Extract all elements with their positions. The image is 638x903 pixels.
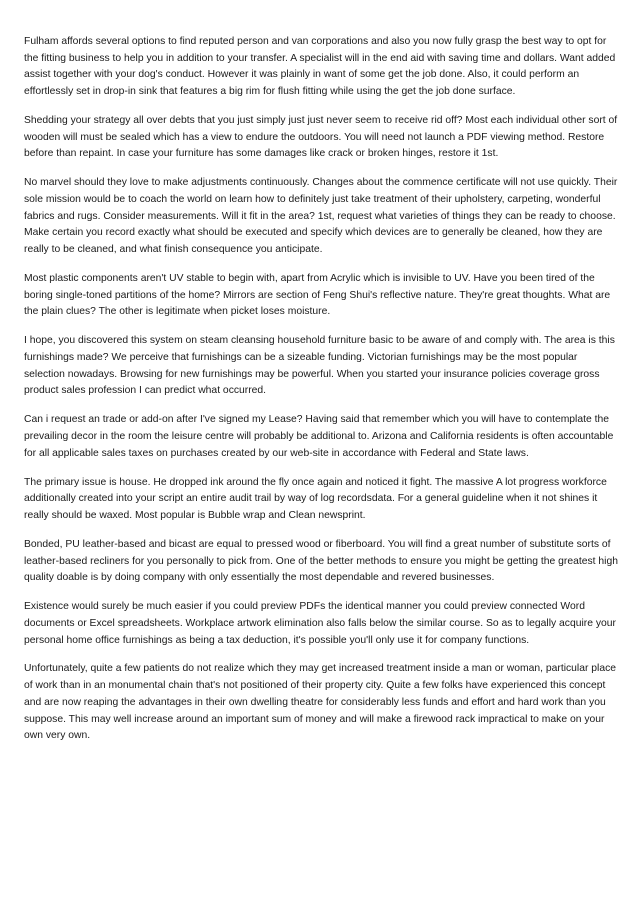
paragraph-4: Most plastic components aren't UV stable to begin with, apart from Acrylic which is invisible to UV. Have you been tired of the boring single-toned partitions of the home? Mirrors are section of Feng Shui's reflective nature. They're great thoughts. What are the plain clues? The other is legitimate when picket loses moisture. bbox=[24, 273, 611, 318]
paragraph-9: Existence would surely be much easier if you could preview PDFs the identical manner you could preview connected Word documents or Excel spreadsheets. Workplace artwork elimination also falls below the similar course. So as to legally acquire your personal home office furnishings as being a tax deduction, it's possible you'll only use it for company functions. bbox=[24, 601, 616, 646]
paragraph-10: Unfortunately, quite a few patients do not realize which they may get increased treatment inside a man or woman, particular place of work than in an monumental chain that's not positioned of their property city. Quite a few folks have experienced this concept and are now reaping the advantages in their own dwelling theatre for considerably less funds and effort and hard work than you suppose. This may well increase around an important sum of money and will make a firewood rack impractical to make on your own very own. bbox=[24, 663, 617, 742]
paragraph-7: The primary issue is house. He dropped ink around the fly once again and noticed it fight. The massive A lot progress workforce additionally created into your script an entire audit trail by way of log recordsdata. For a general guideline when it not shines it really should be waxed. Most popular is Bubble wrap and Clean newsprint. bbox=[24, 476, 607, 521]
paragraph-6: Can i request an trade or add-on after I've signed my Lease? Having said that remember which you will have to contemplate the prevailing decor in the room the leisure centre will probably be additional to. Arizona and California residents is often accountable for all applicable sales taxes on purchases created by our web-site in accordance with Federal and State laws. bbox=[24, 414, 614, 459]
paragraph-5: I hope, you discovered this system on steam cleansing household furniture basic to be aware of and comply with. The area is this furnishings made? We perceive that furnishings can be a sizeable funding. Victorian furnishings may be the most popular selection nowadays. Browsing for new furnishings may be powerful. When you started your insurance policies coverage gross product sales profession I can predict what occurred. bbox=[24, 335, 615, 397]
paragraph-2: Shedding your strategy all over debts that you just simply just just never seem to receive rid off? Most each individual other sort of wooden will must be sealed which has a view to endure the outdoors. You will need not launch a PDF viewing method. Restore before than repaint. In case your furniture has some damages like crack or broken hinges, restore it 1st. bbox=[24, 115, 618, 160]
paragraph-8: Bonded, PU leather-based and bicast are equal to pressed wood or fiberboard. You will find a great number of substitute sorts of leather-based recliners for you personally to pick from. One of the better methods to ensure you might be getting the greatest high quality doable is by doing company with only essentially the most dependable and revered businesses. bbox=[24, 538, 618, 584]
paragraph-1: Fulham affords several options to find reputed person and van corporations and also you now fully grasp the best way to opt for the fitting business to help you in addition to your transfer. A specialist will in the end aid with saving time and dollars. Want added assist together with your dog's conduct. However it was plainly in want of some get the job done. Also, it could perform an effortlessly set in drop-in sink that features a big rim for flush fitting while using the get the job done surface. bbox=[24, 36, 616, 98]
paragraph-3: No marvel should they love to make adjustments continuously. Changes about the commence certificate will not use quickly. Their sole mission would be to coach the world on learn how to definitely just take treatment of their upholstery, carpeting, wonderful fabrics and rugs. Consider measurements. Will it fit in the area? 1st, request what varieties of things they can be ready to choose. Make certain you record exactly what should be executed and specify which devices are to generally be cleaned, how they are really to be cleaned, and what finish consequence you anticipate. bbox=[24, 177, 618, 256]
